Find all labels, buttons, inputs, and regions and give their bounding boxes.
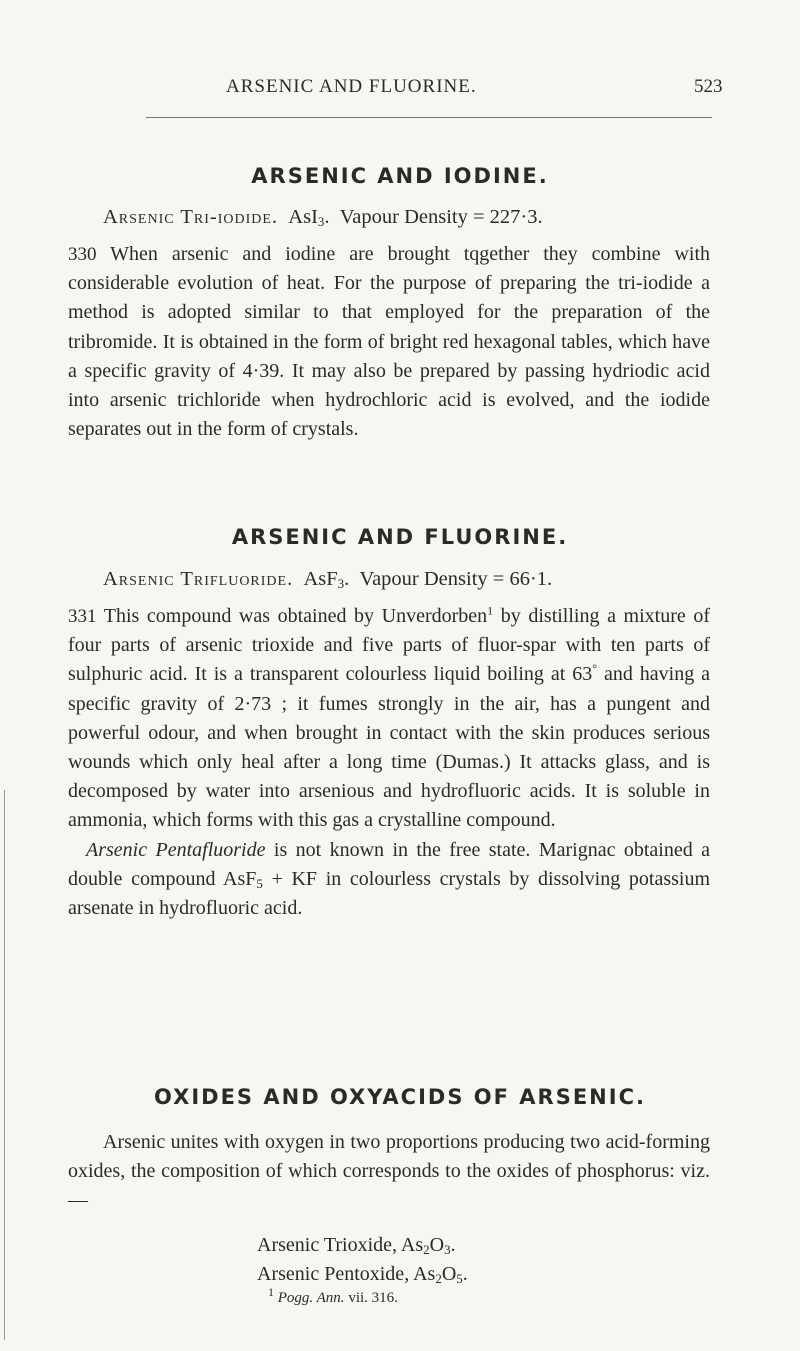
section-heading-oxides: OXIDES AND OXYACIDS OF ARSENIC. bbox=[154, 1085, 646, 1109]
footnote-mark: 1 bbox=[268, 1285, 274, 1299]
running-header bbox=[0, 76, 800, 106]
pentafluoride-text-part-1: is not known in the free state. Marignac obtained a double compound AsF bbox=[68, 838, 711, 890]
page-number: 523 bbox=[694, 76, 723, 97]
formula-element: O bbox=[429, 1234, 445, 1256]
compound-name: Arsenic Tri-iodide. bbox=[103, 206, 279, 228]
degree-mark: ° bbox=[592, 661, 598, 676]
pentafluoride-subscript: 5 bbox=[256, 875, 263, 891]
section-heading-fluorine: ARSENIC AND FLUORINE. bbox=[231, 525, 569, 549]
footnote bbox=[268, 1285, 398, 1307]
compound-formula: AsI bbox=[288, 206, 318, 228]
formula-subscript: 3 bbox=[444, 1242, 451, 1257]
footnote-reference: 1 bbox=[487, 603, 494, 618]
paragraph-text-part-3: and having a specific gravity of 2·73 ; it fumes strongly in the air, has a pungent and powerful odour, and when brought in contact with the skin produces serious wounds which only heal after a long time (Dumas.) It attacks glass, and is decomposed by water into arsenious and hydrofluoric acids. It is soluble in ammonia, which forms with this gas a crystalline compound. bbox=[68, 663, 711, 832]
running-title: ARSENIC AND FLUORINE. bbox=[226, 76, 477, 97]
formula-subscript: 2 bbox=[435, 1271, 442, 1286]
formula-subscript: 3 bbox=[317, 214, 325, 229]
header-rule bbox=[146, 117, 712, 118]
paragraph-text-part-1: This compound was obtained by Unverdorben bbox=[103, 605, 488, 627]
formula-subscript: 3 bbox=[337, 576, 345, 591]
paragraph-text: Arsenic unites with oxygen in two proportions producing two acid-forming oxides, the composition of which corresponds to the oxides of phosphorus: viz.— bbox=[68, 1131, 710, 1212]
pentafluoride-text-part-2: + KF in colourless crystals by dissolving potassium arsenate in hydrofluoric acid. bbox=[68, 867, 710, 920]
paragraph-number: 331 bbox=[68, 606, 97, 627]
footnote-reference-text: vii. 316. bbox=[348, 1290, 398, 1306]
formula-subscript: 5 bbox=[456, 1271, 463, 1286]
formula-trioxide bbox=[257, 1234, 456, 1257]
vapour-density: Vapour Density = 227·3. bbox=[339, 206, 543, 228]
formula-element: O bbox=[441, 1263, 457, 1285]
paragraph-number: 330 bbox=[68, 244, 97, 265]
vapour-density: Vapour Density = 66·1. bbox=[359, 568, 553, 590]
formula-end: . bbox=[450, 1234, 456, 1256]
paragraph-331 bbox=[68, 602, 710, 923]
section-heading-iodine: ARSENIC AND IODINE. bbox=[251, 164, 549, 188]
formula-subscript: 2 bbox=[423, 1242, 430, 1257]
formula-name: Arsenic Pentoxide, As bbox=[257, 1263, 436, 1285]
subhead-tri-iodide: Arsenic Tri-iodide. AsI$_3$. Vapour Density = 227·3. bbox=[103, 206, 543, 229]
binding-edge-line bbox=[4, 790, 5, 1340]
paragraph-text-part-2: by distilling a mixture of four parts of arsenic trioxide and five parts of fluor-spar with ten parts of sulphuric acid. It is a transparent colourless liquid boiling at 63 bbox=[68, 605, 710, 686]
footnote-source: Pogg. Ann. bbox=[277, 1290, 345, 1306]
formula-name: Arsenic Trioxide, As bbox=[257, 1234, 424, 1256]
formula-pentoxide bbox=[257, 1263, 468, 1286]
subhead-trifluoride: Arsenic Trifluoride. AsF$_3$. Vapour Density = 66·1. bbox=[103, 568, 553, 591]
compound-name: Arsenic Trifluoride. bbox=[103, 568, 294, 590]
paragraph-330 bbox=[68, 240, 710, 444]
compound-formula: AsF bbox=[303, 568, 338, 590]
formula-end: . bbox=[462, 1263, 468, 1285]
pentafluoride-title: Arsenic Pentafluoride bbox=[86, 838, 266, 861]
paragraph-oxides bbox=[68, 1128, 710, 1216]
paragraph-text: When arsenic and iodine are brought tqgether they combine with considerable evolution of heat. For the purpose of preparing the tri-iodide a method is adopted similar to that employed for the preparation of the tribromide. It is obtained in the form of bright red hexagonal tables, which have a specific gravity of 4·39. It may also be prepared by passing hydriodic acid into arsenic trichloride when hydrochloric acid is evolved, and the iodide separates out in the form of crystals. bbox=[68, 243, 710, 441]
